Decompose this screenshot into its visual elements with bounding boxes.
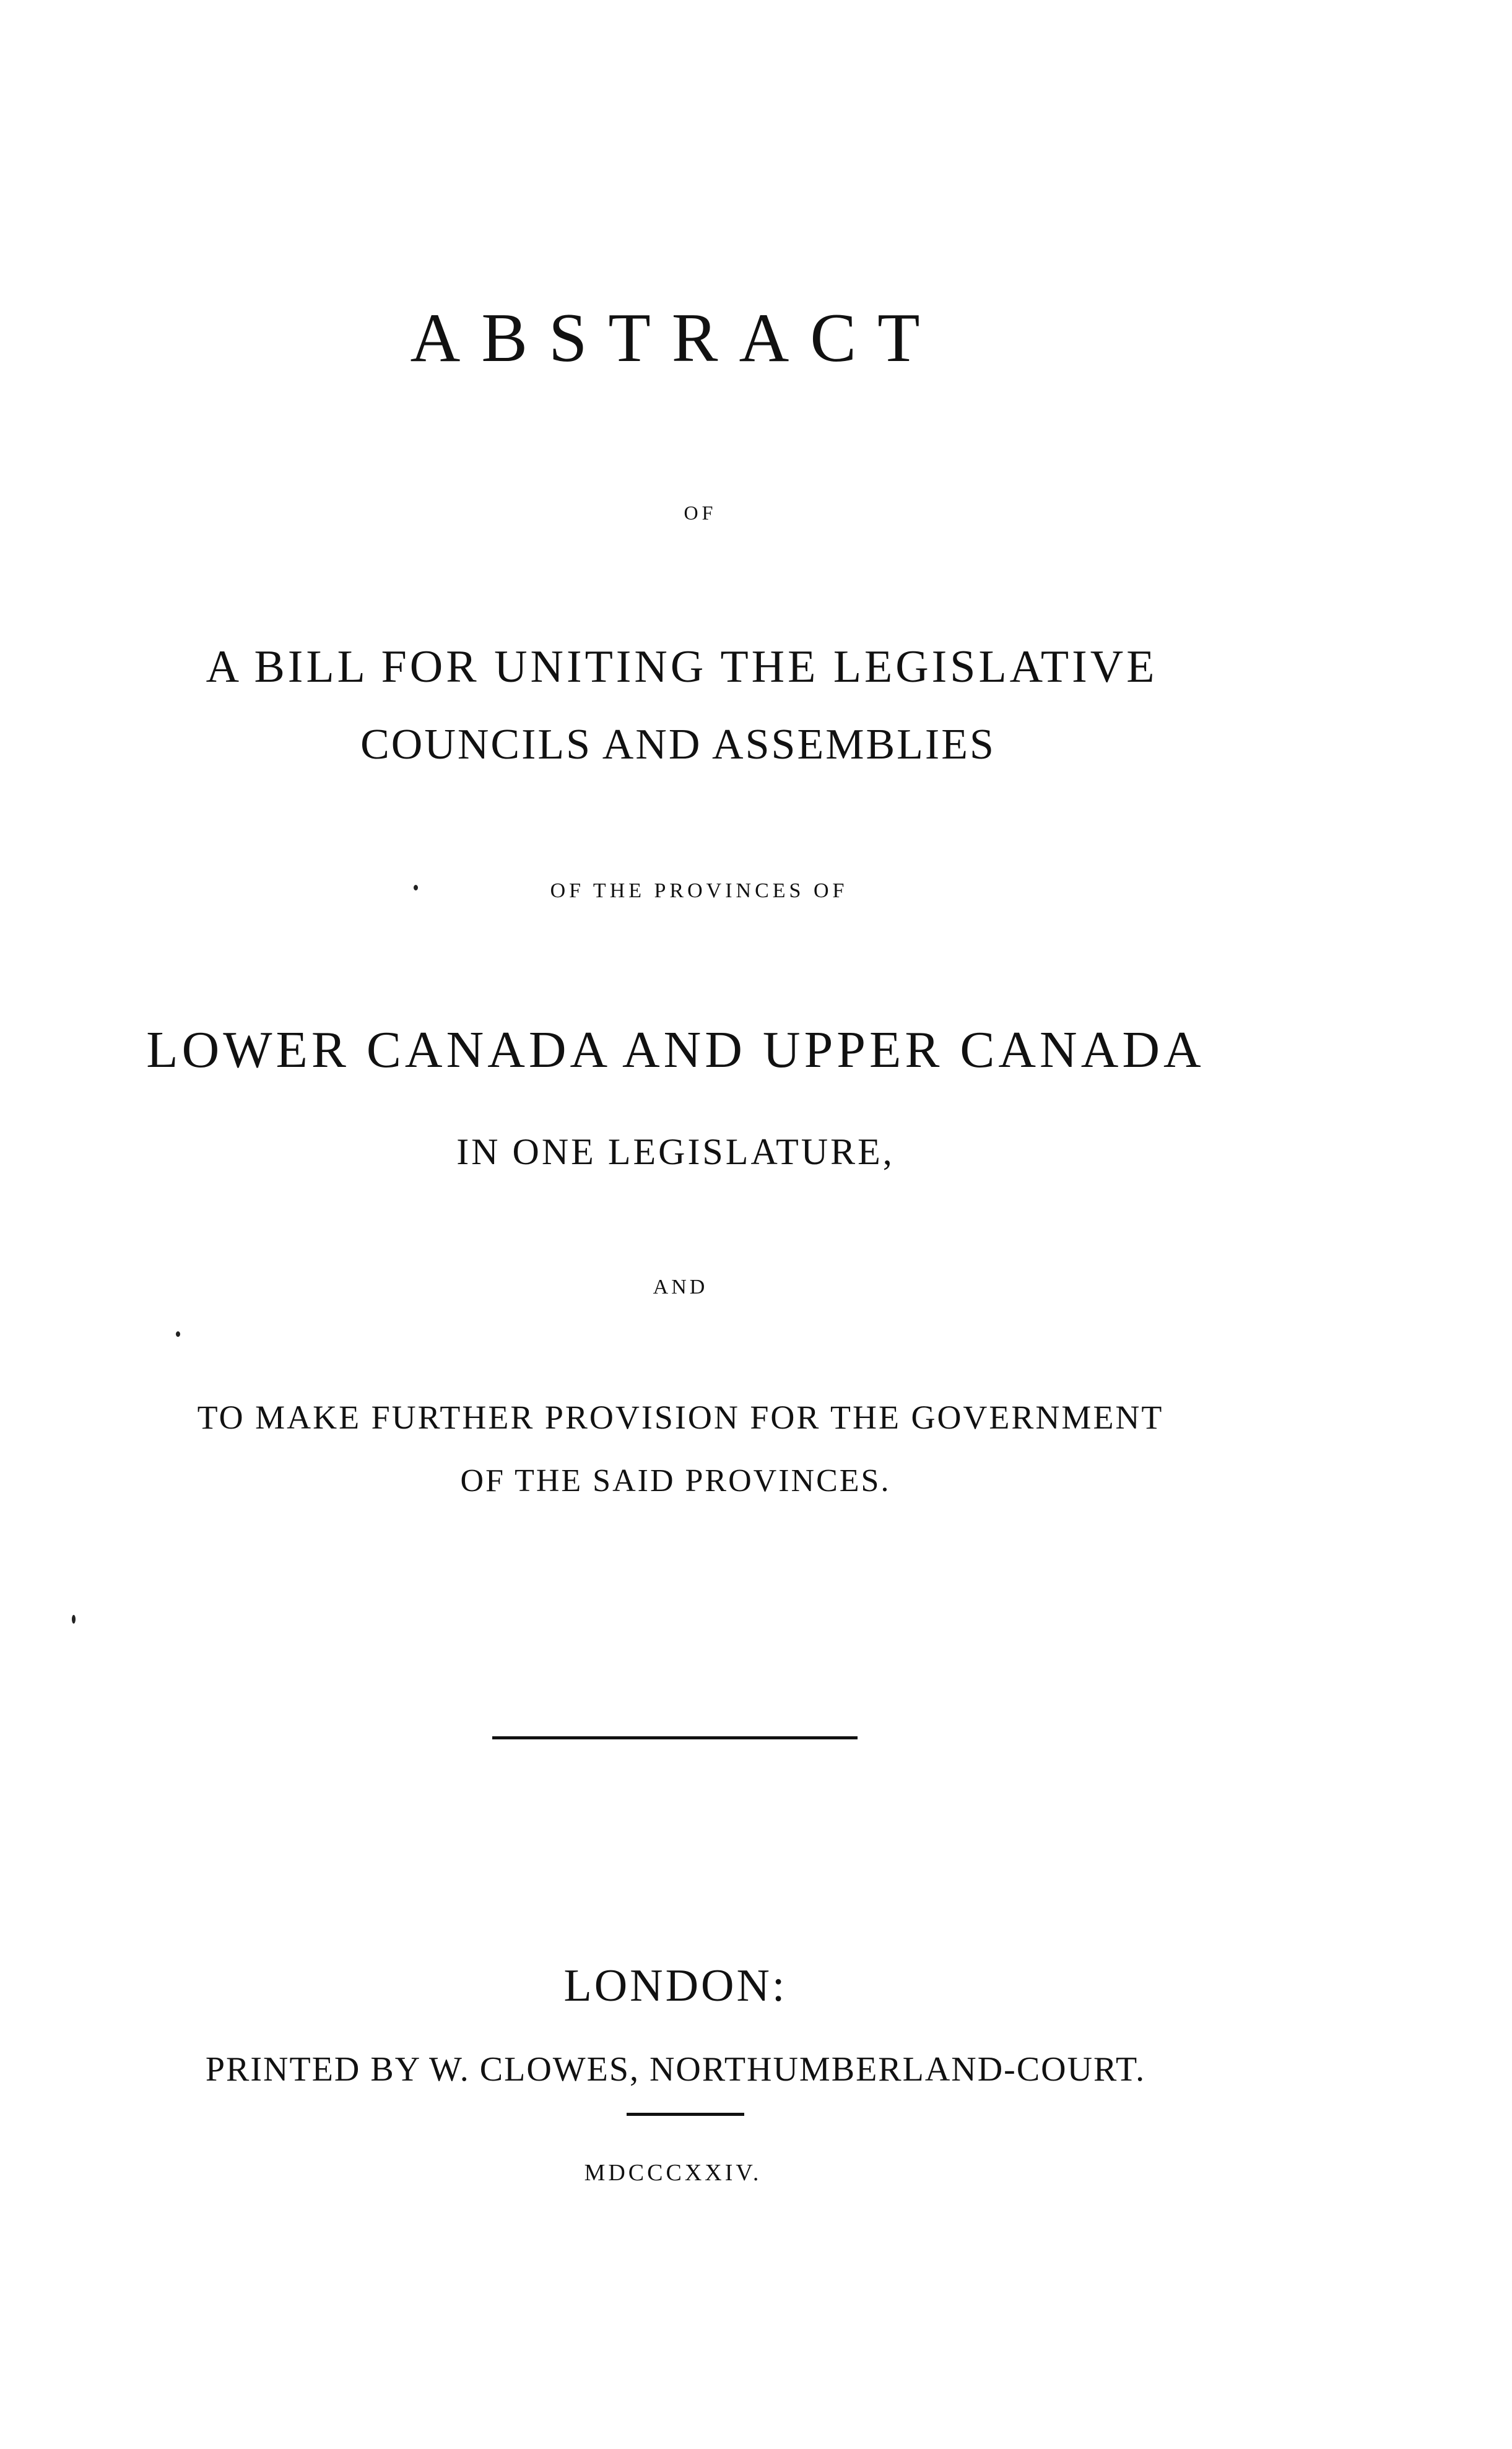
divider-rule [492,1736,858,1739]
heading-abstract: ABSTRACT [410,300,941,376]
word-and: AND [653,1276,708,1298]
ink-speck [176,1331,180,1337]
of-the-provinces-of: OF THE PROVINCES OF [550,879,848,902]
year-roman-numerals: MDCCCXXIV. [584,2160,762,2186]
in-one-legislature: IN ONE LEGISLATURE, [456,1131,895,1172]
ink-speck [414,885,418,890]
ink-speck [72,1615,76,1624]
provision-line-2: OF THE SAID PROVINCES. [460,1463,891,1499]
provision-line-1: TO MAKE FURTHER PROVISION FOR THE GOVERNMENT [197,1399,1164,1436]
bill-title-line-2: COUNCILS AND ASSEMBLIES [360,721,996,768]
bill-title-line-1: A BILL FOR UNITING THE LEGISLATIVE [206,642,1158,692]
imprint-place: LONDON: [563,1960,788,2011]
printer-line: PRINTED BY W. CLOWES, NORTHUMBERLAND-COURT. [205,2050,1146,2089]
short-rule [627,2113,744,2116]
word-of: OF [684,502,717,524]
provinces-name: LOWER CANADA AND UPPER CANADA [146,1021,1205,1079]
